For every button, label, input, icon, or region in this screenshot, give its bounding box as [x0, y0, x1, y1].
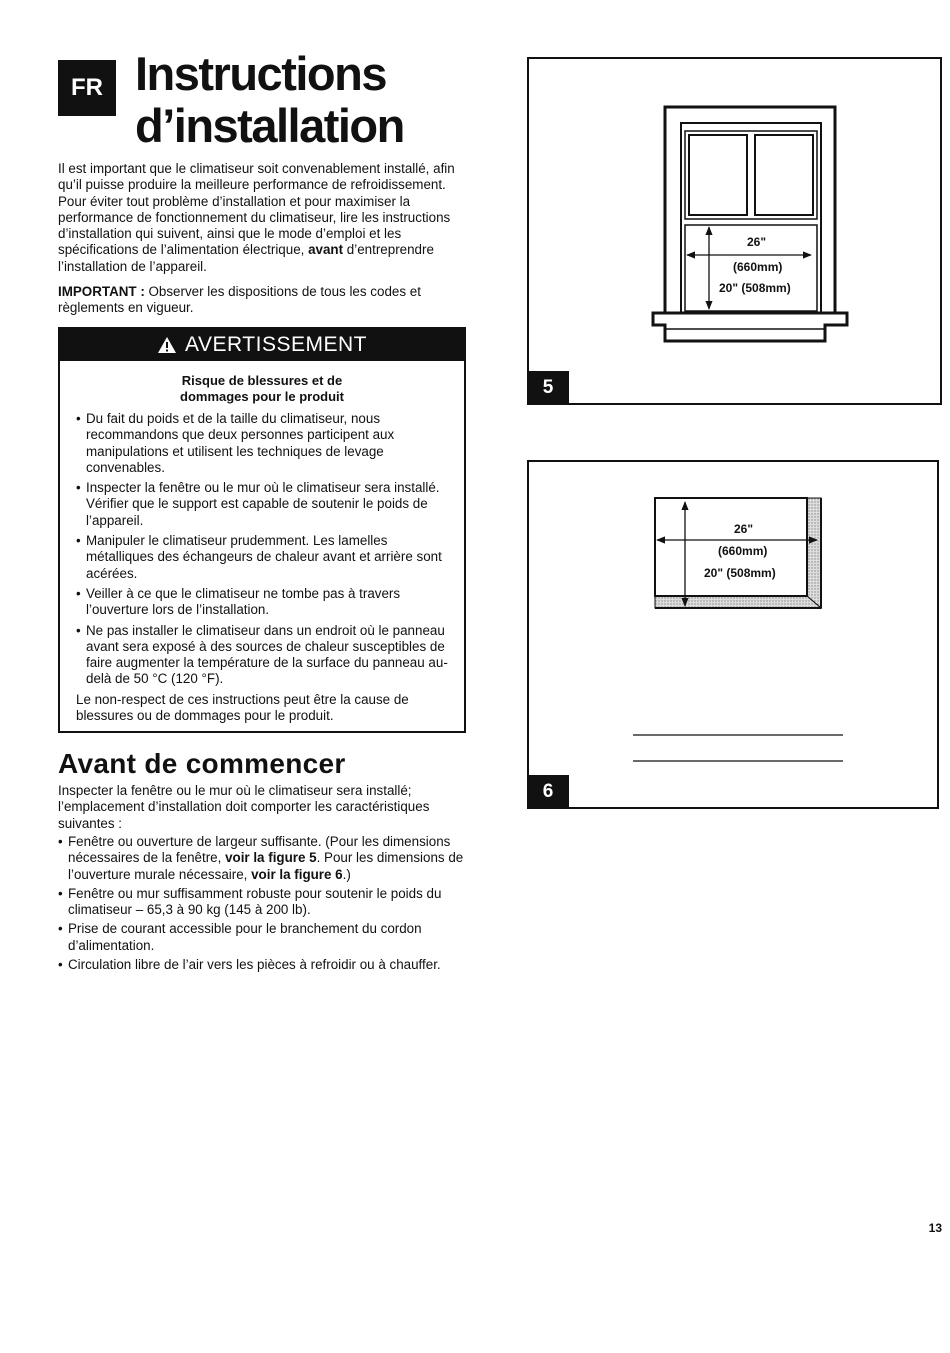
title-line-2: d’installation	[135, 99, 404, 152]
fig5-width-label: 26"	[747, 235, 767, 249]
item-text: Fenêtre ou ouverture de largeur suffisante. (Pour les dimensions nécessaires de la fenêtre,	[68, 834, 451, 866]
list-item: • Fenêtre ou mur suffisamment robuste pour soutenir le poids du climatiseur – 65,3 à 90 kg (145 à 200 lb).	[58, 886, 468, 919]
fig6-height-label: 20" (508mm)	[704, 566, 776, 580]
important-note	[58, 284, 470, 317]
item-text: . Pour les dimensions de l’ouverture murale nécessaire,	[68, 850, 464, 882]
warning-title: AVERTISSEMENT	[185, 333, 367, 356]
item-text: .)	[342, 866, 351, 882]
section-intro: Inspecter la fenêtre ou le mur où le climatiseur sera installé; l’emplacement d’installation doit comporter les caractéristiques suivantes :	[58, 783, 430, 831]
figure-6-reference: voir la figure 6	[251, 866, 343, 882]
list-item: • Circulation libre de l’air vers les pièces à refroidir ou à chauffer.	[58, 957, 468, 973]
warning-list	[60, 411, 464, 688]
intro-text-end: d’entreprendre l’installation de l’appareil.	[58, 242, 434, 274]
intro-bold: avant	[308, 242, 344, 258]
list-item	[58, 834, 468, 883]
section-heading: Avant de commencer	[58, 748, 346, 779]
warning-subtitle-line-1: Risque de blessures et de	[181, 373, 343, 388]
warning-header	[60, 329, 464, 361]
figure-6-number: 6	[527, 775, 569, 809]
warning-item: • Inspecter la fenêtre ou le mur où le climatiseur sera installé. Vérifier que le support est capable de soutenir le poids de l’appareil.	[76, 480, 450, 529]
page-title	[135, 48, 495, 152]
important-text: Observer les dispositions de tous les codes et règlements en vigueur.	[58, 284, 421, 316]
warning-item: • Veiller à ce que le climatiseur ne tombe pas à travers l’ouverture lors de l’installation.	[76, 586, 450, 619]
warning-item: • Ne pas installer le climatiseur dans un endroit où le panneau avant sera exposé à des sources de chaleur susceptibles de faire augmenter la température de la surface du panneau au-delà de 50 °C (120 °F).	[76, 623, 450, 688]
warning-box	[58, 327, 466, 733]
list-item: • Prise de courant accessible pour le branchement du cordon d’alimentation.	[58, 921, 468, 954]
figure-6	[527, 460, 939, 809]
figure-5	[527, 57, 942, 405]
warning-footer: Le non-respect de ces instructions peut être la cause de blessures ou de dommages pour le produit.	[76, 691, 409, 724]
fig6-width-mm: (660mm)	[718, 544, 768, 558]
figure-5-number: 5	[527, 371, 569, 405]
window-diagram	[529, 59, 940, 403]
wall-opening-diagram	[529, 462, 937, 807]
page-number: 13	[928, 1221, 942, 1235]
fig5-height-label: 20" (508mm)	[719, 281, 791, 295]
requirements-list	[58, 834, 468, 976]
language-badge: FR	[58, 60, 116, 116]
intro-text: Il est important que le climatiseur soit convenablement installé, afin qu’il puisse produire la meilleure performance de refroidissement. Pour éviter tout problème d’installation et pour maximiser la performance de fonctionnement du climatiseur, lire les instructions d’installation qui suivent, ainsi que le mode d’emploi et les spécifications de l’alimentation électrique,	[58, 161, 455, 258]
warning-triangle-icon	[157, 336, 177, 354]
fig5-width-mm: (660mm)	[733, 260, 783, 274]
fig6-width-label: 26"	[734, 522, 754, 536]
figure-5-reference: voir la figure 5	[225, 850, 317, 866]
warning-subtitle	[60, 373, 464, 405]
warning-subtitle-line-2: dommages pour le produit	[180, 389, 344, 404]
warning-item: • Du fait du poids et de la taille du climatiseur, nous recommandons que deux personnes participent aux manipulations et utilisent les techniques de levage convenables.	[76, 411, 450, 476]
warning-item: • Manipuler le climatiseur prudemment. Les lamelles métalliques des échangeurs de chaleur avant et arrière sont acérées.	[76, 533, 450, 582]
important-label: IMPORTANT :	[58, 284, 145, 299]
title-line-1: Instructions	[135, 47, 386, 100]
intro-paragraph	[58, 161, 470, 275]
